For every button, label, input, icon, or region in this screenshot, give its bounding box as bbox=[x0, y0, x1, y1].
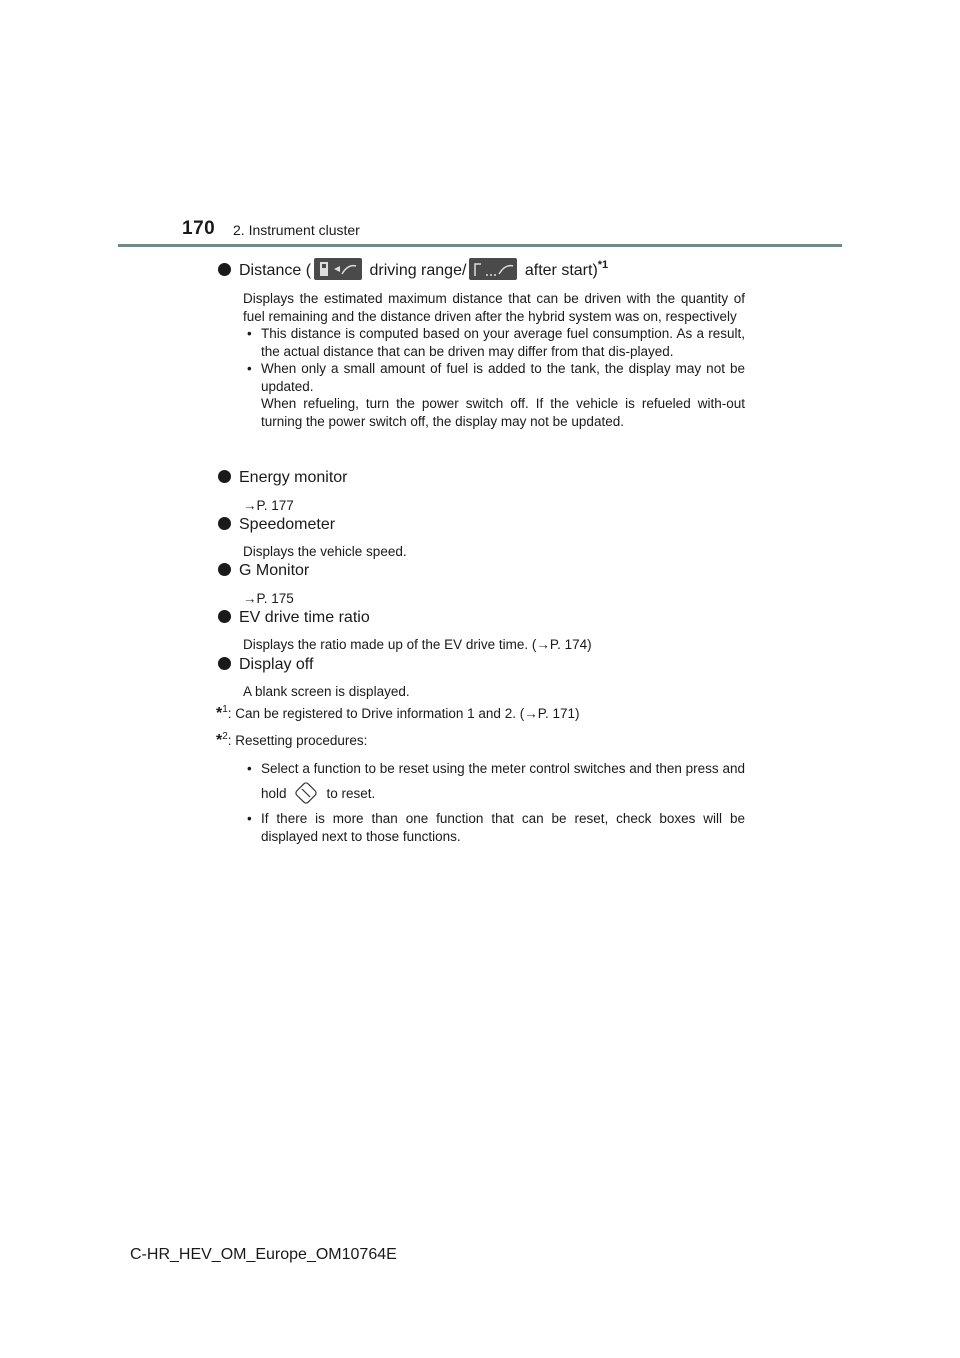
heading-energy-monitor: Energy monitor bbox=[218, 468, 348, 488]
bullet-icon bbox=[218, 610, 231, 623]
distance-description: Displays the estimated maximum distance that can be driven with the quantity of fuel remaining and the distance driven after the hybrid system was on, respectively • This distance is computed based on your average fuel consumption. As a result, the actual distance that can be driven may differ from that dis-played. • When only a small amount of fuel is added to the tank, the display may not be updated. When refueling, turn the power switch off. If the vehicle is refueled with-out turning the power switch off, the display may not be updated. bbox=[243, 291, 745, 429]
list-item: • Select a function to be reset using the meter control switches and then press and hold to reset. bbox=[243, 758, 745, 808]
energy-monitor-ref[interactable]: →P. 177 bbox=[243, 498, 294, 513]
heading-ev-drive-time-ratio: EV drive time ratio bbox=[218, 608, 370, 628]
page-number: 170 bbox=[182, 218, 216, 239]
heading-display-off: Display off bbox=[218, 655, 313, 675]
speedometer-description: Displays the vehicle speed. bbox=[243, 544, 407, 559]
ev-description: Displays the ratio made up of the EV drive time. (→P. 174) bbox=[243, 637, 592, 652]
footnote-1: *$^1$: Can be registered to Drive information 1 and 2. (→P. 171) bbox=[216, 704, 580, 722]
list-item: • This distance is computed based on your average fuel consumption. As a result, the actual distance that can be driven may differ from that dis-played. bbox=[247, 326, 745, 359]
bullet-icon bbox=[218, 657, 231, 670]
section-title: 2. Instrument cluster bbox=[233, 222, 360, 238]
footnote-2: *$^2$: Resetting procedures: bbox=[216, 731, 368, 749]
bullet-icon bbox=[218, 470, 231, 483]
hold-button-icon bbox=[293, 780, 321, 808]
heading-speedometer: Speedometer bbox=[218, 515, 335, 535]
bullet-icon bbox=[218, 563, 231, 576]
header-rule bbox=[118, 244, 842, 247]
display-off-description: A blank screen is displayed. bbox=[243, 684, 410, 699]
document-footer: C-HR_HEV_OM_Europe_OM10764E bbox=[130, 1246, 397, 1263]
road-distance-icon bbox=[469, 258, 517, 280]
g-monitor-ref[interactable]: →P. 175 bbox=[243, 591, 294, 606]
bullet-icon bbox=[218, 517, 231, 530]
bullet-icon bbox=[218, 263, 231, 276]
list-item: • When only a small amount of fuel is added to the tank, the display may not be updated. When refueling, turn the power switch off. If the vehicle is refueled with-out turning the power switch off, the display may not be updated. bbox=[247, 361, 745, 429]
heading-distance: Distance ( driving range/ after start)$^{*1}$ bbox=[218, 258, 608, 282]
list-item: • If there is more than one function that can be reset, check boxes will be displayed next to those functions. bbox=[247, 811, 745, 844]
footnote-2-bullets bbox=[243, 758, 745, 845]
heading-g-monitor: G Monitor bbox=[218, 561, 309, 581]
fuel-pump-range-icon bbox=[314, 258, 362, 280]
